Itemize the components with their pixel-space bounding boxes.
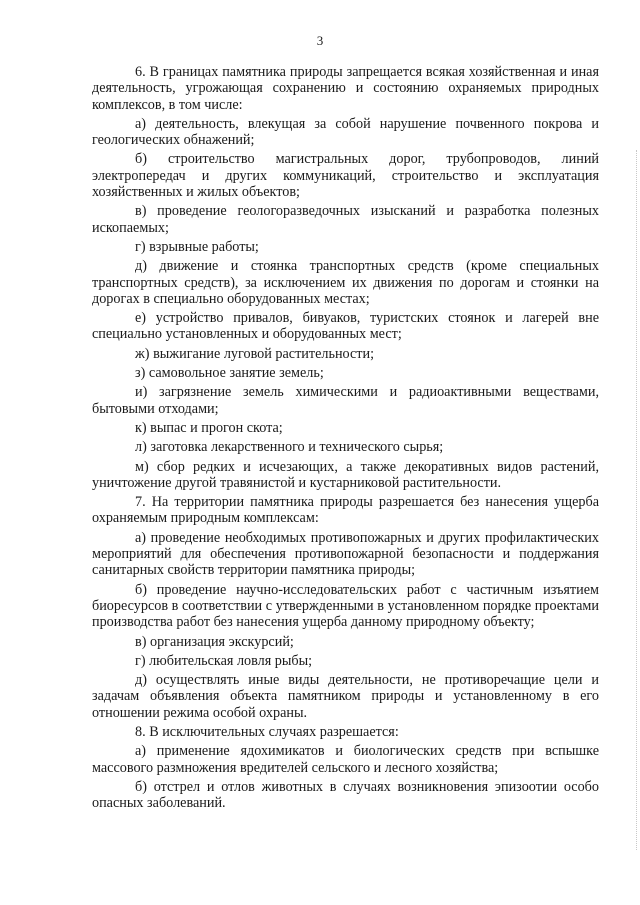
paragraph-6b: б) строительство магистральных дорог, трубопроводов, линий электропередач и других коммуникаций, строительство и эксплуатация хозяйственных и жилых объектов; [92,151,599,201]
paragraph-6a: а) деятельность, влекущая за собой нарушение почвенного покрова и геологических обнажений; [92,115,599,149]
document-body [92,64,599,814]
paragraph-7v: в) организация экскурсий; [135,633,294,650]
paragraph-8: 8. В исключительных случаях разрешается: [135,723,399,740]
paragraph-6zh: ж) выжигание луговой растительности; [135,345,375,362]
paragraph-7a: а) проведение необходимых противопожарных и других профилактических мероприятий для обеспечения противопожарной безопасности и поддержания санитарных свойств территории памятника природы; [92,529,599,579]
paragraph-8b: б) отстрел и отлов животных в случаях возникновения эпизоотии особо опасных заболеваний. [92,778,599,812]
paragraph-6l: л) заготовка лекарственного и технического сырья; [135,439,444,456]
paragraph-6v: в) проведение геологоразведочных изысканий и разработка полезных ископаемых; [92,203,599,236]
page-number: 3 [316,33,324,48]
scan-edge-marks [635,150,637,850]
paragraph-7: 7. На территории памятника природы разрешается без нанесения ущерба охраняемым природным комплексам: [92,494,599,527]
paragraph-6d: д) движение и стоянка транспортных средств (кроме специальных транспортных средств), за исключением их движения по дорогам и стоянки на дорогах в специально оборудованных местах; [92,258,599,307]
paragraph-6i: и) загрязнение земель химическими и радиоактивными веществами, бытовыми отходами; [92,384,599,417]
paragraph-7d: д) осуществлять иные виды деятельности, не противоречащие цели и задачам объявления объекта памятником природы и установленному в его отношении режима особой охраны. [92,672,599,721]
paragraph-6k: к) выпас и прогон скота; [135,419,283,436]
paragraph-7g: г) любительская ловля рыбы; [135,652,313,669]
paragraph-6m: м) сбор редких и исчезающих, а также декоративных видов растений, уничтожение другой травянистой и кустарниковой растительности. [92,458,599,491]
paragraph-6g: г) взрывные работы; [135,238,259,255]
paragraph-6e: е) устройство привалов, бивуаков, туристских стоянок и лагерей вне специально установленных и оборудованных мест; [92,310,599,343]
paragraph-6: 6. В границах памятника природы запрещается всякая хозяйственная и иная деятельность, угрожающая сохранению и состоянию охраняемых природных комплексов, в том числе: [92,64,599,113]
paragraph-8a: а) применение ядохимикатов и биологических средств при вспышке массового размножения вредителей сельского и лесного хозяйства; [92,743,599,776]
paragraph-7b: б) проведение научно-исследовательских работ с частичным изъятием биоресурсов в соответствии с утвержденными в установленном порядке проектами производства работ без нанесения ущерба данному природному объекту; [92,581,599,631]
paragraph-6z: з) самовольное занятие земель; [135,365,324,382]
